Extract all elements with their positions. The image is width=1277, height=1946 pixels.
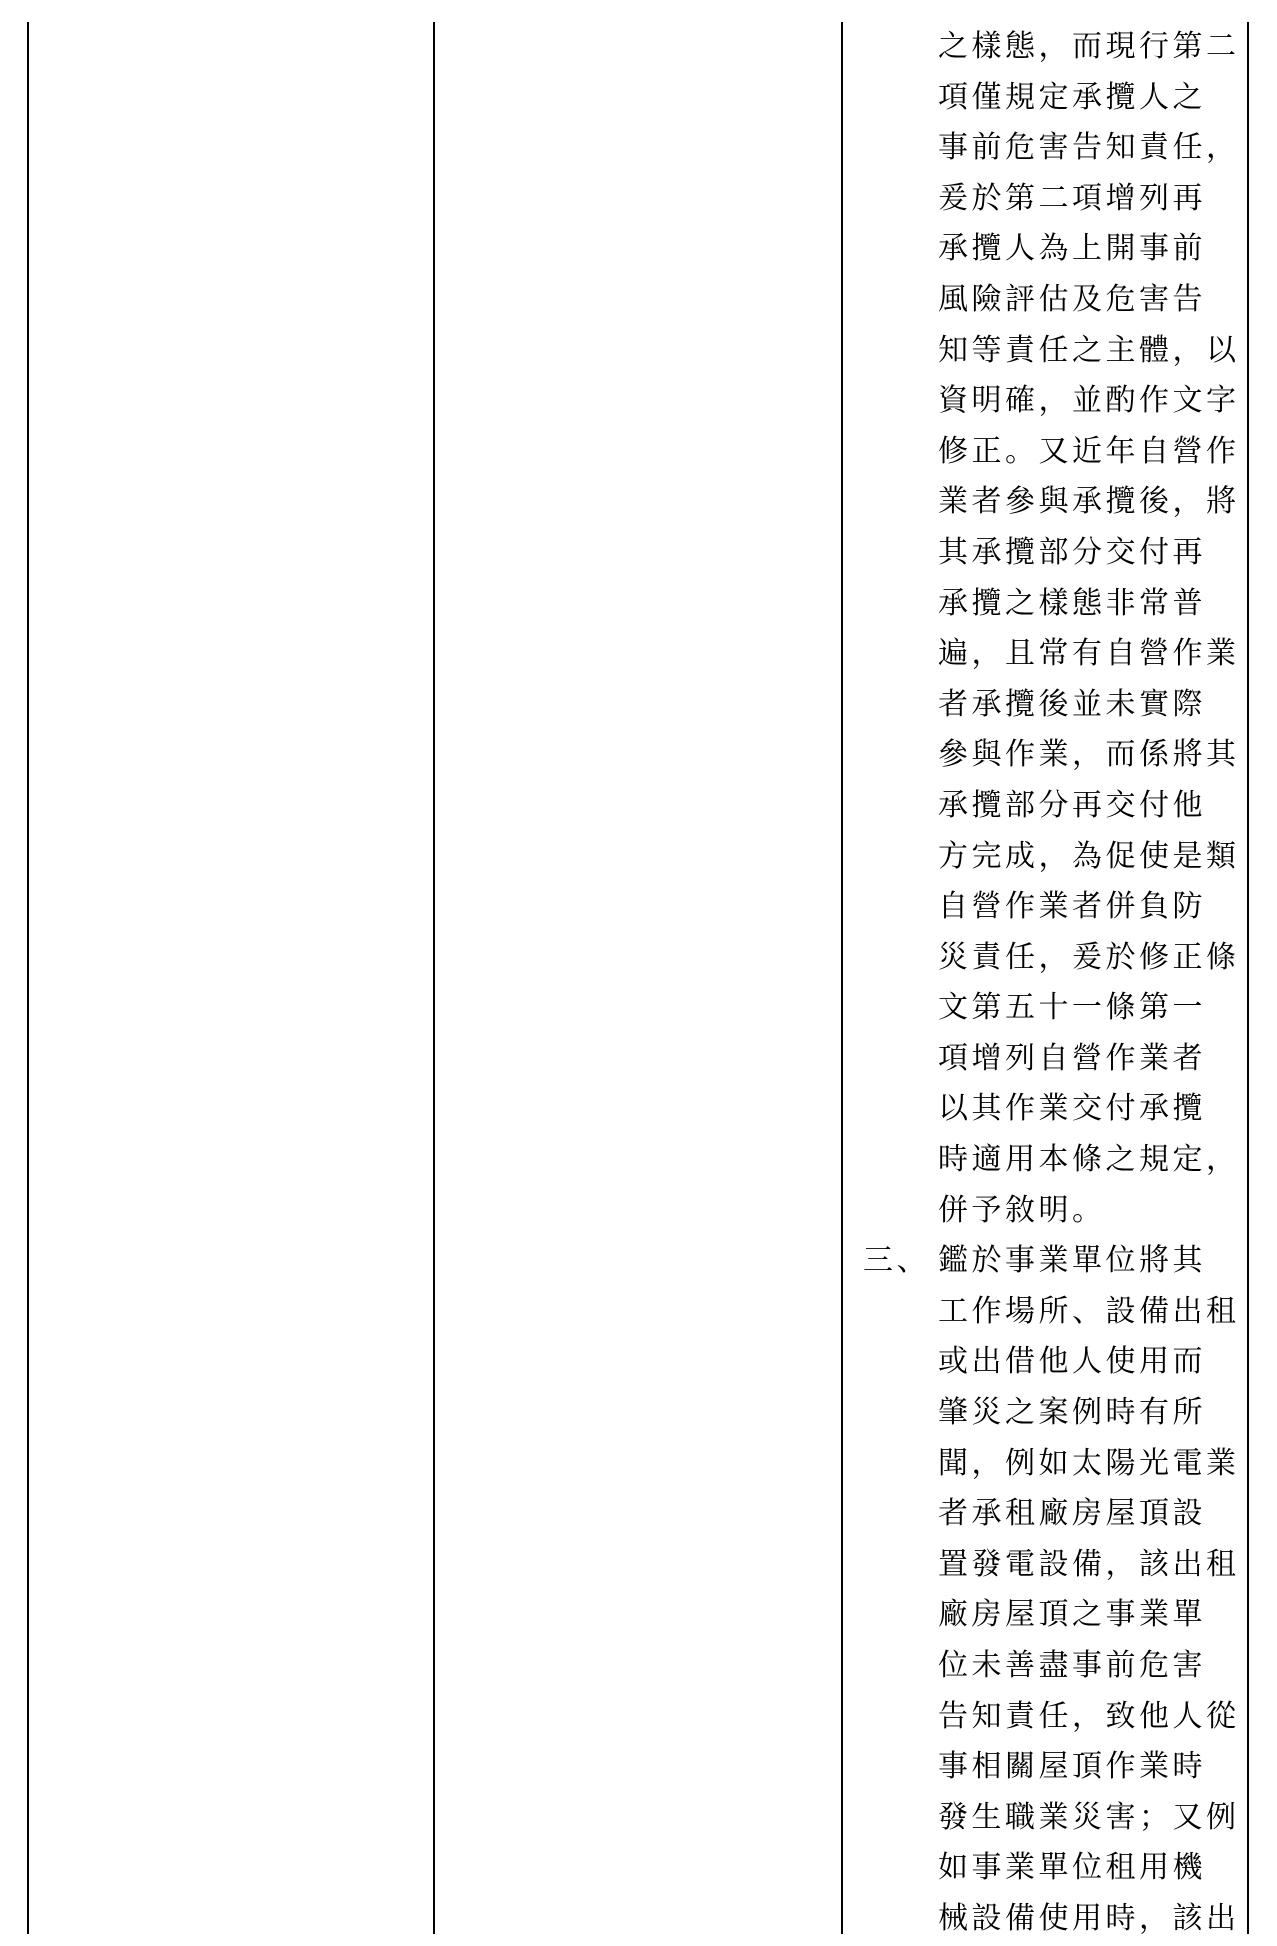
text-line: 風險評估及危害告 (938, 281, 1206, 317)
text-line: 發生職業災害；又例 (938, 1799, 1240, 1835)
table-border-left (27, 22, 29, 1934)
text-line: 者承租廠房屋頂設 (938, 1496, 1206, 1532)
text-line: 械設備使用時，該出 (938, 1900, 1240, 1936)
table-border-right (1247, 22, 1249, 1934)
text-line: 項增列自營作業者 (938, 1040, 1206, 1076)
text-line: 文第五十一條第一 (938, 990, 1206, 1026)
text-line: 聞，例如太陽光電業 (938, 1445, 1240, 1481)
text-line: 承攬人為上開事前 (938, 231, 1206, 267)
text-line: 爰於第二項增列再 (938, 180, 1206, 216)
text-line: 自營作業者併負防 (938, 889, 1206, 925)
text-line: 時適用本條之規定， (938, 1142, 1240, 1178)
table-column-divider-1 (433, 22, 435, 1934)
text-line: 或出借他人使用而 (938, 1344, 1206, 1380)
text-line: 遍，且常有自營作業 (938, 636, 1240, 672)
text-line: 事前危害告知責任， (938, 130, 1240, 166)
text-line: 之樣態，而現行第二 (938, 29, 1240, 64)
text-line: 承攬之樣態非常普 (938, 585, 1206, 621)
text-line: 承攬部分再交付他 (938, 787, 1206, 823)
text-line: 者承攬後並未實際 (938, 686, 1206, 722)
text-line: 參與作業，而係將其 (938, 737, 1240, 773)
text-line: 如事業單位租用機 (938, 1850, 1206, 1886)
text-line: 修正。又近年自營作 (938, 433, 1240, 469)
text-line: 置發電設備，該出租 (938, 1546, 1240, 1582)
text-line: 知等責任之主體，以 (938, 332, 1240, 368)
text-line: 其承攬部分交付再 (938, 534, 1206, 570)
text-line: 工作場所、設備出租 (938, 1293, 1240, 1329)
text-line: 鑑於事業單位將其 (938, 1243, 1206, 1279)
text-line: 業者參與承攬後，將 (938, 484, 1240, 520)
text-line: 告知責任，致他人從 (938, 1698, 1240, 1734)
explanation-column-cell (843, 22, 1247, 1945)
text-line: 災責任，爰於修正條 (938, 939, 1240, 975)
text-line: 項僅規定承攬人之 (938, 79, 1206, 115)
text-line: 事相關屋頂作業時 (938, 1749, 1206, 1785)
text-line: 廠房屋頂之事業單 (938, 1597, 1206, 1633)
list-item-marker: 三、 (863, 1243, 930, 1279)
text-line: 資明確，並酌作文字 (938, 383, 1240, 419)
text-line: 方完成，為促使是類 (938, 838, 1240, 874)
text-line: 以其作業交付承攬 (938, 1091, 1206, 1127)
continued-paragraph (843, 22, 1247, 1236)
list-item-three (843, 1236, 1247, 1944)
text-line: 肇災之案例時有所 (938, 1395, 1206, 1431)
text-line: 位未善盡事前危害 (938, 1648, 1206, 1683)
text-line: 併予敘明。 (938, 1192, 1106, 1228)
